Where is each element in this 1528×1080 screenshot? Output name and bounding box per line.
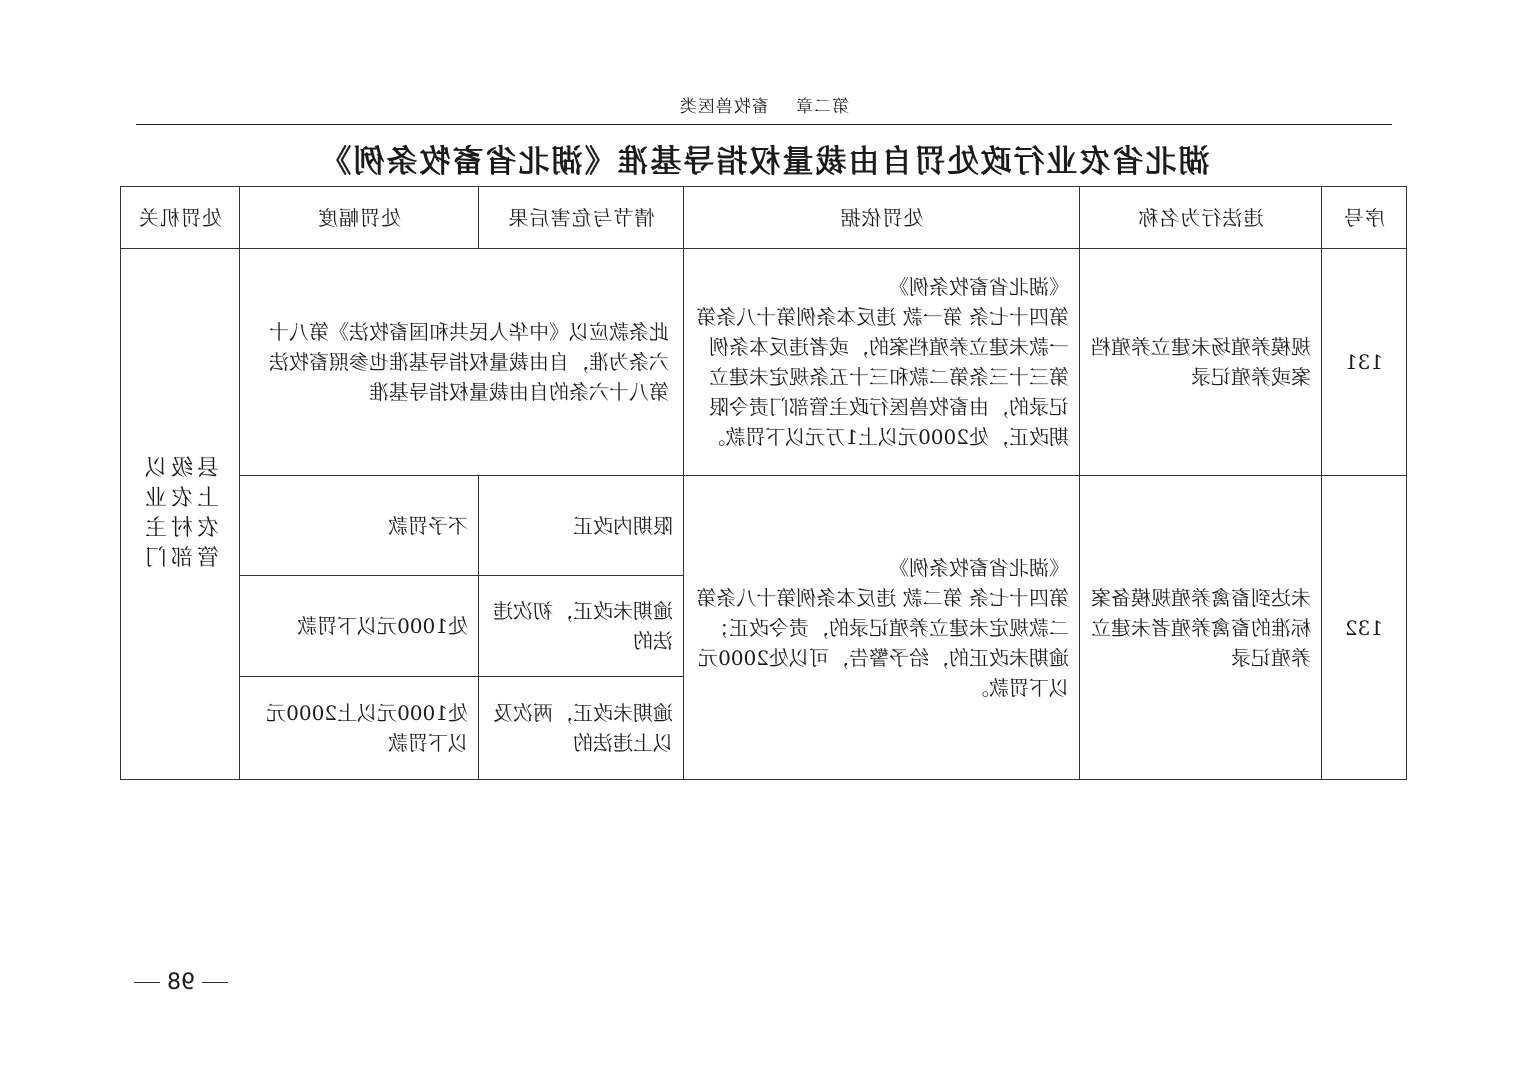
table-row xyxy=(121,249,1407,476)
page-number-dash-left xyxy=(202,982,228,983)
page-number-footer xyxy=(134,970,228,995)
col-header-circumstance: 情节与危害后果 xyxy=(479,187,684,249)
penalty-range-cell: 处1000元以下罚款 xyxy=(240,576,479,677)
violation-name: 规模养殖场未建立养殖档案或养殖记录 xyxy=(1080,249,1322,476)
circumstance-cell: 逾期未改正，初次违法的 xyxy=(479,576,684,677)
circumstance-cell: 逾期未改正，两次及以上违法的 xyxy=(479,677,684,780)
running-header xyxy=(0,92,1528,117)
penalty-range-cell: 不予罚款 xyxy=(240,476,479,576)
chapter-label: 第二章 xyxy=(795,97,850,117)
col-header-number: 序号 xyxy=(1322,187,1407,249)
page-title: 湖北省农业行政处罚自由裁量权指导基准《湖北省畜牧条例》 xyxy=(318,144,1210,180)
table-row xyxy=(121,476,1407,576)
col-header-violation: 违法行为名称 xyxy=(1080,187,1322,249)
penalty-basis: 《湖北省畜牧条例》 第四十七条 第一款 违反本条例第十八条第一款未建立养殖档案的，或者违反本条例第三十三条第二款和三十五条规定未建立记录的，由畜牧兽医行政主管部门责令限期改正，处2000元以上1万元以下罚款。 xyxy=(684,249,1080,476)
merged-discretion-note: 此条款应以《中华人民共和国畜牧法》第八十六条为准，自由裁量权指导基准也参照畜牧法第八十六条的自由裁量权指导基准 xyxy=(240,249,684,476)
penalty-range-cell: 处1000元以上2000元以下罚款 xyxy=(240,677,479,780)
violation-name: 未达到畜禽养殖规模备案标准的畜禽养殖者未建立养殖记录 xyxy=(1080,476,1322,780)
col-header-range: 处罚幅度 xyxy=(240,187,479,249)
circumstance-cell: 限期内改正 xyxy=(479,476,684,576)
page-number: 98 xyxy=(167,970,195,995)
page-number-dash-right xyxy=(134,982,160,983)
penalty-table xyxy=(120,186,1407,780)
header-rule xyxy=(136,124,1392,125)
col-header-basis: 处罚依据 xyxy=(684,187,1080,249)
penalty-authority: 县级以上农业农村主管部门 xyxy=(121,249,240,780)
row-number: 132 xyxy=(1322,476,1407,780)
table-header-row xyxy=(121,187,1407,249)
row-number: 131 xyxy=(1322,249,1407,476)
col-header-authority: 处罚机关 xyxy=(121,187,240,249)
penalty-basis: 《湖北省畜牧条例》 第四十七条 第二款 违反本条例第十八条第二款规定未建立养殖记录的，责令改正；逾期未改正的，给予警告，可以处2000元以下罚款。 xyxy=(684,476,1080,780)
section-label: 畜牧兽医类 xyxy=(678,97,769,117)
